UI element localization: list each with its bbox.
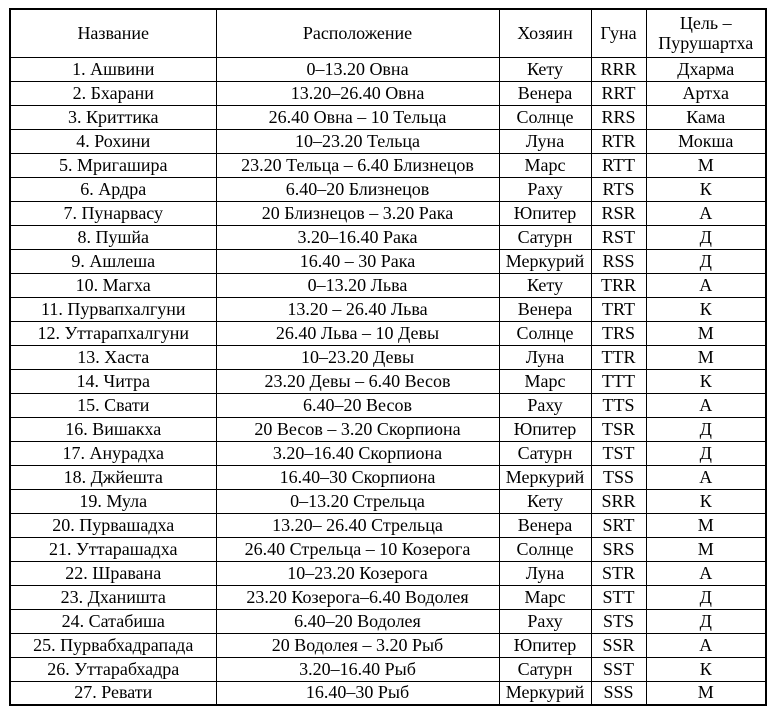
table-row — [10, 345, 766, 369]
table-row — [10, 201, 766, 225]
table-row — [10, 369, 766, 393]
cell-goal: М — [646, 321, 766, 345]
table-row — [10, 249, 766, 273]
cell-goal: А — [646, 633, 766, 657]
cell-name: 21. Уттарашадха — [10, 537, 216, 561]
cell-lord: Кету — [499, 273, 591, 297]
cell-name: 3. Криттика — [10, 105, 216, 129]
cell-lord: Венера — [499, 297, 591, 321]
cell-location: 13.20 – 26.40 Льва — [216, 297, 499, 321]
cell-lord: Юпитер — [499, 417, 591, 441]
cell-name: 22. Шравана — [10, 561, 216, 585]
cell-name: 19. Мула — [10, 489, 216, 513]
table-row — [10, 177, 766, 201]
table-row — [10, 129, 766, 153]
cell-name: 6. Ардра — [10, 177, 216, 201]
cell-guna: SRS — [591, 537, 646, 561]
cell-name: 24. Сатабиша — [10, 609, 216, 633]
cell-goal: А — [646, 465, 766, 489]
cell-guna: TSR — [591, 417, 646, 441]
cell-location: 10–23.20 Тельца — [216, 129, 499, 153]
table-row — [10, 417, 766, 441]
cell-name: 18. Джйешта — [10, 465, 216, 489]
cell-guna: RRR — [591, 57, 646, 81]
cell-goal: К — [646, 489, 766, 513]
cell-lord: Луна — [499, 345, 591, 369]
cell-lord: Сатурн — [499, 441, 591, 465]
cell-location: 26.40 Овна – 10 Тельца — [216, 105, 499, 129]
cell-name: 14. Читра — [10, 369, 216, 393]
cell-location: 23.20 Девы – 6.40 Весов — [216, 369, 499, 393]
cell-location: 26.40 Льва – 10 Девы — [216, 321, 499, 345]
column-header-location: Расположение — [216, 9, 499, 57]
cell-name: 8. Пушйа — [10, 225, 216, 249]
cell-goal: Дхарма — [646, 57, 766, 81]
cell-guna: RST — [591, 225, 646, 249]
cell-goal: А — [646, 273, 766, 297]
cell-goal: А — [646, 201, 766, 225]
table-row — [10, 513, 766, 537]
cell-location: 3.20–16.40 Рака — [216, 225, 499, 249]
table-row — [10, 585, 766, 609]
cell-location: 20 Водолея – 3.20 Рыб — [216, 633, 499, 657]
cell-lord: Кету — [499, 57, 591, 81]
table-row — [10, 321, 766, 345]
cell-location: 10–23.20 Козерога — [216, 561, 499, 585]
cell-lord: Марс — [499, 153, 591, 177]
table-row — [10, 609, 766, 633]
table-row — [10, 489, 766, 513]
cell-lord: Юпитер — [499, 633, 591, 657]
cell-goal: М — [646, 513, 766, 537]
cell-location: 20 Весов – 3.20 Скорпиона — [216, 417, 499, 441]
cell-location: 26.40 Стрельца – 10 Козерога — [216, 537, 499, 561]
cell-guna: SSR — [591, 633, 646, 657]
table-row — [10, 657, 766, 681]
table-row — [10, 297, 766, 321]
cell-goal: Д — [646, 585, 766, 609]
cell-lord: Юпитер — [499, 201, 591, 225]
cell-name: 26. Уттарабхадра — [10, 657, 216, 681]
cell-name: 25. Пурвабхадрапада — [10, 633, 216, 657]
cell-guna: SRR — [591, 489, 646, 513]
cell-goal: Артха — [646, 81, 766, 105]
cell-location: 0–13.20 Овна — [216, 57, 499, 81]
cell-lord: Меркурий — [499, 249, 591, 273]
cell-location: 6.40–20 Близнецов — [216, 177, 499, 201]
cell-lord: Раху — [499, 393, 591, 417]
cell-location: 3.20–16.40 Рыб — [216, 657, 499, 681]
cell-name: 27. Ревати — [10, 681, 216, 705]
cell-guna: TST — [591, 441, 646, 465]
nakshatra-table — [9, 8, 767, 706]
cell-location: 13.20–26.40 Овна — [216, 81, 499, 105]
cell-goal: М — [646, 681, 766, 705]
cell-goal: Кама — [646, 105, 766, 129]
table-row — [10, 393, 766, 417]
table-row — [10, 441, 766, 465]
cell-lord: Солнце — [499, 321, 591, 345]
cell-lord: Сатурн — [499, 225, 591, 249]
cell-location: 20 Близнецов – 3.20 Рака — [216, 201, 499, 225]
cell-name: 17. Анурадха — [10, 441, 216, 465]
cell-guna: TRT — [591, 297, 646, 321]
cell-guna: TTT — [591, 369, 646, 393]
table-row — [10, 561, 766, 585]
table-row — [10, 273, 766, 297]
cell-guna: RTS — [591, 177, 646, 201]
cell-guna: SRT — [591, 513, 646, 537]
cell-lord: Солнце — [499, 105, 591, 129]
table-row — [10, 681, 766, 705]
cell-name: 5. Мригашира — [10, 153, 216, 177]
cell-goal: Д — [646, 225, 766, 249]
cell-guna: TTR — [591, 345, 646, 369]
cell-goal: К — [646, 657, 766, 681]
cell-guna: STR — [591, 561, 646, 585]
cell-name: 11. Пурвапхалгуни — [10, 297, 216, 321]
table-row — [10, 225, 766, 249]
cell-goal: Мокша — [646, 129, 766, 153]
cell-location: 16.40–30 Рыб — [216, 681, 499, 705]
table-row — [10, 465, 766, 489]
cell-guna: TRS — [591, 321, 646, 345]
cell-goal: Д — [646, 249, 766, 273]
table-row — [10, 153, 766, 177]
cell-name: 15. Свати — [10, 393, 216, 417]
cell-name: 23. Дханишта — [10, 585, 216, 609]
cell-location: 0–13.20 Льва — [216, 273, 499, 297]
cell-goal: Д — [646, 441, 766, 465]
cell-lord: Луна — [499, 561, 591, 585]
cell-guna: RRS — [591, 105, 646, 129]
cell-goal: М — [646, 345, 766, 369]
cell-goal: А — [646, 561, 766, 585]
cell-goal: М — [646, 153, 766, 177]
table-row — [10, 537, 766, 561]
cell-lord: Солнце — [499, 537, 591, 561]
cell-goal: К — [646, 297, 766, 321]
cell-name: 7. Пунарвасу — [10, 201, 216, 225]
cell-location: 23.20 Тельца – 6.40 Близнецов — [216, 153, 499, 177]
cell-guna: RTT — [591, 153, 646, 177]
cell-guna: TSS — [591, 465, 646, 489]
cell-guna: RTR — [591, 129, 646, 153]
cell-lord: Марс — [499, 369, 591, 393]
cell-guna: SSS — [591, 681, 646, 705]
column-header-guna: Гуна — [591, 9, 646, 57]
cell-goal: К — [646, 177, 766, 201]
cell-location: 16.40 – 30 Рака — [216, 249, 499, 273]
table-row — [10, 57, 766, 81]
cell-name: 4. Рохини — [10, 129, 216, 153]
cell-lord: Марс — [499, 585, 591, 609]
cell-name: 16. Вишакха — [10, 417, 216, 441]
cell-location: 6.40–20 Водолея — [216, 609, 499, 633]
cell-lord: Меркурий — [499, 681, 591, 705]
cell-lord: Сатурн — [499, 657, 591, 681]
cell-location: 23.20 Козерога–6.40 Водолея — [216, 585, 499, 609]
cell-location: 3.20–16.40 Скорпиона — [216, 441, 499, 465]
table-row — [10, 105, 766, 129]
column-header-name: Название — [10, 9, 216, 57]
table-row — [10, 633, 766, 657]
table-body — [10, 57, 766, 705]
cell-goal: Д — [646, 609, 766, 633]
table-row — [10, 81, 766, 105]
cell-location: 13.20– 26.40 Стрельца — [216, 513, 499, 537]
cell-guna: STT — [591, 585, 646, 609]
cell-guna: SST — [591, 657, 646, 681]
cell-lord: Меркурий — [499, 465, 591, 489]
cell-guna: TRR — [591, 273, 646, 297]
cell-lord: Кету — [499, 489, 591, 513]
cell-goal: А — [646, 393, 766, 417]
cell-goal: М — [646, 537, 766, 561]
cell-guna: TTS — [591, 393, 646, 417]
cell-location: 0–13.20 Стрельца — [216, 489, 499, 513]
cell-name: 1. Ашвини — [10, 57, 216, 81]
cell-name: 13. Хаста — [10, 345, 216, 369]
cell-guna: RRT — [591, 81, 646, 105]
cell-guna: STS — [591, 609, 646, 633]
cell-location: 6.40–20 Весов — [216, 393, 499, 417]
cell-lord: Луна — [499, 129, 591, 153]
cell-location: 16.40–30 Скорпиона — [216, 465, 499, 489]
cell-name: 10. Магха — [10, 273, 216, 297]
column-header-lord: Хозяин — [499, 9, 591, 57]
header-row — [10, 9, 766, 57]
cell-name: 2. Бхарани — [10, 81, 216, 105]
cell-location: 10–23.20 Девы — [216, 345, 499, 369]
cell-name: 20. Пурвашадха — [10, 513, 216, 537]
cell-guna: RSS — [591, 249, 646, 273]
cell-goal: К — [646, 369, 766, 393]
cell-name: 12. Уттарапхалгуни — [10, 321, 216, 345]
cell-name: 9. Ашлеша — [10, 249, 216, 273]
cell-lord: Раху — [499, 609, 591, 633]
column-header-goal: Цель – Пурушартха — [646, 9, 766, 57]
cell-lord: Раху — [499, 177, 591, 201]
cell-guna: RSR — [591, 201, 646, 225]
cell-lord: Венера — [499, 513, 591, 537]
cell-goal: Д — [646, 417, 766, 441]
cell-lord: Венера — [499, 81, 591, 105]
